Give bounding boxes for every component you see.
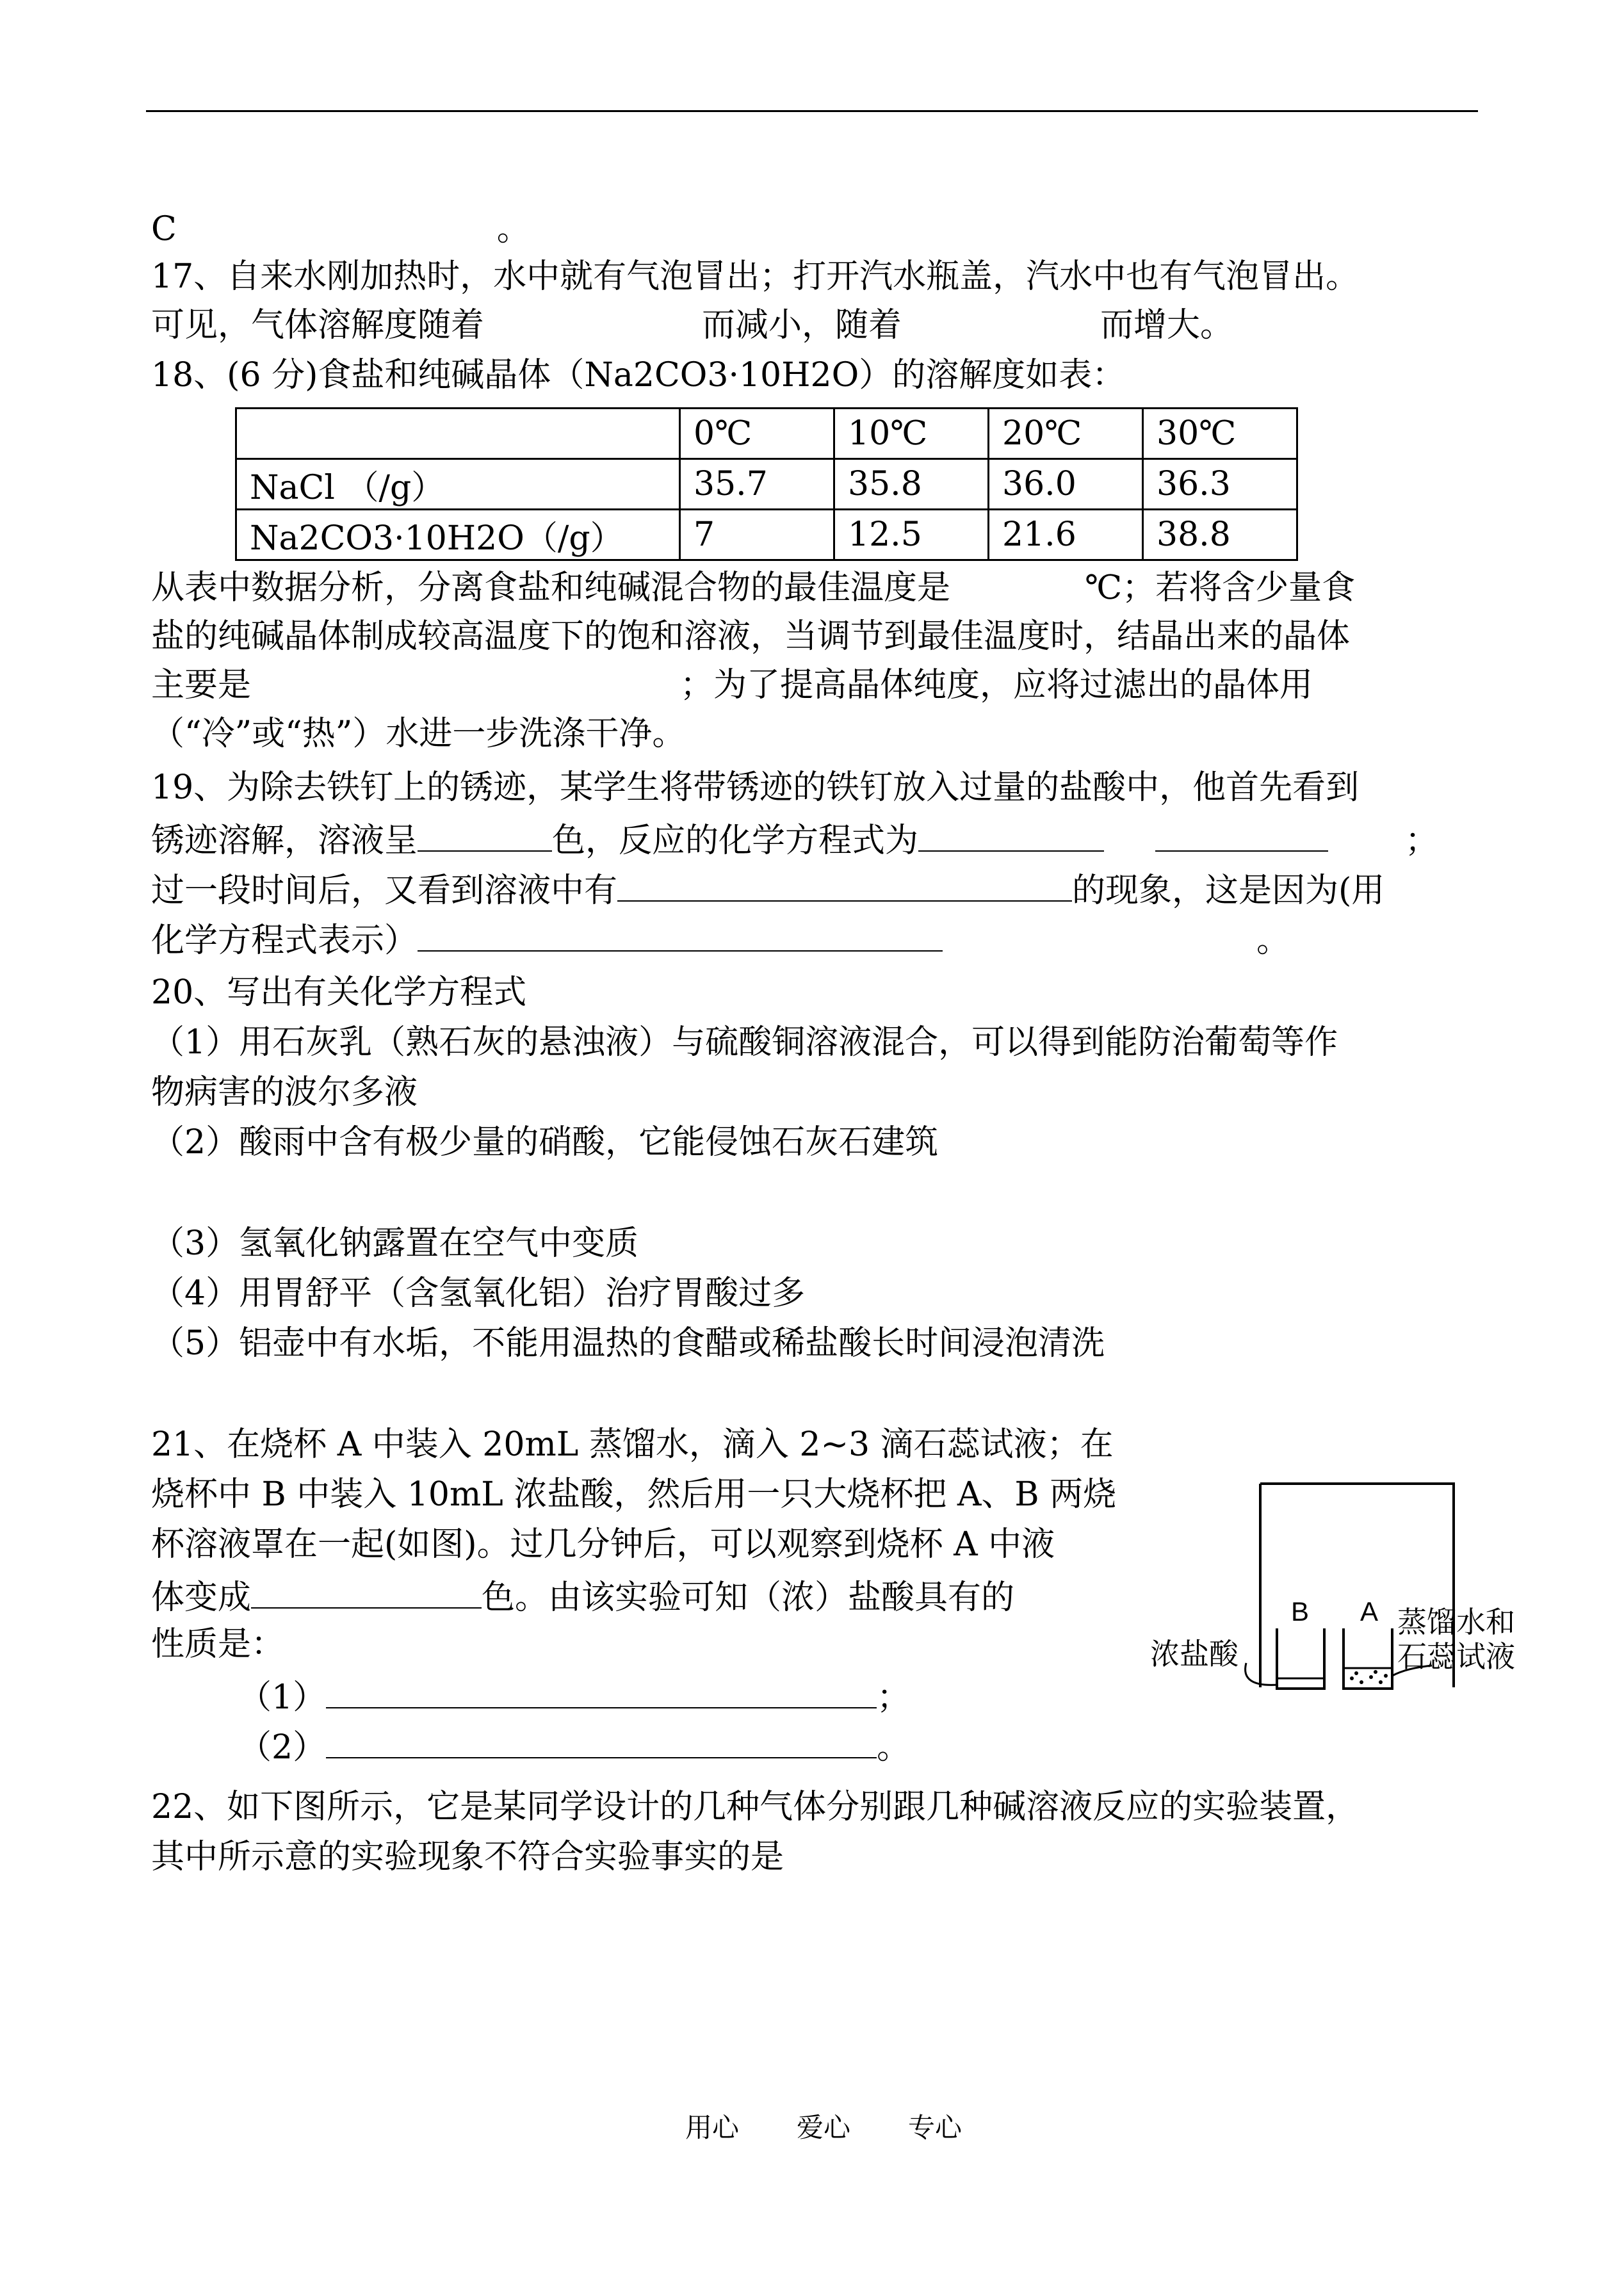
- question-20-title: 20、写出有关化学方程式: [151, 973, 527, 1012]
- question-22-line-2: 其中所示意的实验现象不符合实验事实的是: [151, 1838, 784, 1876]
- label-water-litmus-2: 石蕊试液: [1397, 1640, 1515, 1673]
- table-cell: 20℃: [989, 409, 1143, 459]
- question-21-answer-1: （1） ；: [238, 1675, 910, 1717]
- question-21-line-5: 性质是：: [151, 1625, 285, 1664]
- beaker-b: [1277, 1628, 1324, 1689]
- question-21-line-2: 烧杯中 B 中装入 10mL 浓盐酸，然后用一只大烧杯把 A、B 两烧: [151, 1475, 1117, 1514]
- line-c: C 。: [151, 210, 530, 248]
- question-20-item-2: （2）酸雨中含有极少量的硝酸，它能侵蚀石灰石建筑: [151, 1123, 939, 1162]
- answer-blank[interactable]: [617, 868, 1072, 902]
- answer-blank[interactable]: [1155, 818, 1328, 852]
- question-18-para-4: （“冷”或“热”）水进一步洗涤干净。: [151, 715, 686, 753]
- answer-blank[interactable]: [418, 918, 943, 952]
- table-cell: 38.8: [1143, 510, 1297, 560]
- question-18-para-1: 从表中数据分析，分离食盐和纯碱混合物的最佳温度是 ℃；若将含少量食: [151, 569, 1356, 607]
- question-18-para-2: 盐的纯碱晶体制成较高温度下的饱和溶液，当调节到最佳温度时，结晶出来的晶体: [151, 617, 1351, 656]
- table-cell: 0℃: [680, 409, 834, 459]
- pointer-left: [1246, 1663, 1278, 1685]
- question-21-line-1: 21、在烧杯 A 中装入 20mL 蒸馏水，滴入 2~3 滴石蕊试液；在: [151, 1425, 1114, 1464]
- table-cell: 35.7: [680, 459, 834, 510]
- page-footer: 用心 爱心 专心: [685, 2112, 962, 2143]
- label-water-litmus-1: 蒸馏水和: [1397, 1605, 1515, 1639]
- table-cell: Na2CO3·10H2O（/g）: [236, 510, 680, 560]
- question-21-answer-2: （2） 。: [238, 1725, 910, 1767]
- question-20-item-4: （4）用胃舒平（含氢氧化铝）治疗胃酸过多: [151, 1274, 806, 1313]
- answer-blank[interactable]: [418, 818, 552, 852]
- table-cell: 36.0: [989, 459, 1143, 510]
- label-beaker-b: B: [1291, 1596, 1310, 1626]
- question-18-para-3: 主要是 ；为了提高晶体纯度，应将过滤出的晶体用: [151, 666, 1313, 704]
- beaker-experiment-figure: [1150, 1476, 1522, 1732]
- beaker-a-dots: [1350, 1670, 1388, 1684]
- label-concentrated-hcl: 浓盐酸: [1150, 1637, 1238, 1671]
- question-21-line-3: 杯溶液罩在一起(如图)。过几分钟后，可以观察到烧杯 A 中液: [151, 1525, 1055, 1564]
- answer-blank[interactable]: [251, 1575, 482, 1609]
- table-cell: 10℃: [834, 409, 989, 459]
- question-22-line-1: 22、如下图所示，它是某同学设计的几种气体分别跟几种碱溶液反应的实验装置，: [151, 1788, 1360, 1826]
- question-17-line-1: 17、自来水刚加热时，水中就有气泡冒出；打开汽水瓶盖，汽水中也有气泡冒出。: [151, 257, 1360, 296]
- question-20-item-1-line-2: 物病害的波尔多液: [151, 1073, 418, 1112]
- question-18-title: 18、(6 分)食盐和纯碱晶体（Na2CO3·10H2O）的溶解度如表：: [151, 356, 1126, 394]
- table-header-row: [236, 409, 1297, 459]
- header-rule: [146, 110, 1478, 112]
- solubility-table: [235, 407, 1298, 561]
- question-21-line-4: 体变成 色。由该实验可知（浓）盐酸具有的: [151, 1575, 1014, 1617]
- answer-blank[interactable]: [918, 818, 1104, 852]
- table-cell: 12.5: [834, 510, 989, 560]
- question-20-item-1-line-1: （1）用石灰乳（熟石灰的悬浊液）与硫酸铜溶液混合，可以得到能防治葡萄等作: [151, 1023, 1338, 1062]
- question-19-line-1: 19、为除去铁钉上的锈迹，某学生将带锈迹的铁钉放入过量的盐酸中，他首先看到: [151, 768, 1360, 807]
- table-cell: 30℃: [1143, 409, 1297, 459]
- table-cell: 21.6: [989, 510, 1143, 560]
- label-beaker-a: A: [1360, 1596, 1379, 1626]
- question-17-line-2: 可见，气体溶解度随着 而减小，随着 而增大。: [151, 306, 1234, 345]
- table-cell: NaCl （/g）: [236, 459, 680, 510]
- question-20-item-3: （3）氢氧化钠露置在空气中变质: [151, 1224, 639, 1263]
- answer-blank[interactable]: [326, 1725, 877, 1758]
- table-cell: 7: [680, 510, 834, 560]
- table-cell: 36.3: [1143, 459, 1297, 510]
- table-cell: 35.8: [834, 459, 989, 510]
- question-20-item-5: （5）铝壶中有水垢，不能用温热的食醋或稀盐酸长时间浸泡清洗: [151, 1324, 1105, 1363]
- answer-blank[interactable]: [326, 1675, 877, 1708]
- question-19-line-2: 锈迹溶解，溶液呈 色，反应的化学方程式为 ；: [151, 818, 1438, 860]
- question-19-line-4: 化学方程式表示） 。: [151, 918, 1290, 960]
- table-cell: [236, 409, 680, 459]
- table-row: [236, 510, 1297, 560]
- table-row: [236, 459, 1297, 510]
- question-19-line-3: 过一段时间后，又看到溶液中有 的现象，这是因为(用: [151, 868, 1384, 910]
